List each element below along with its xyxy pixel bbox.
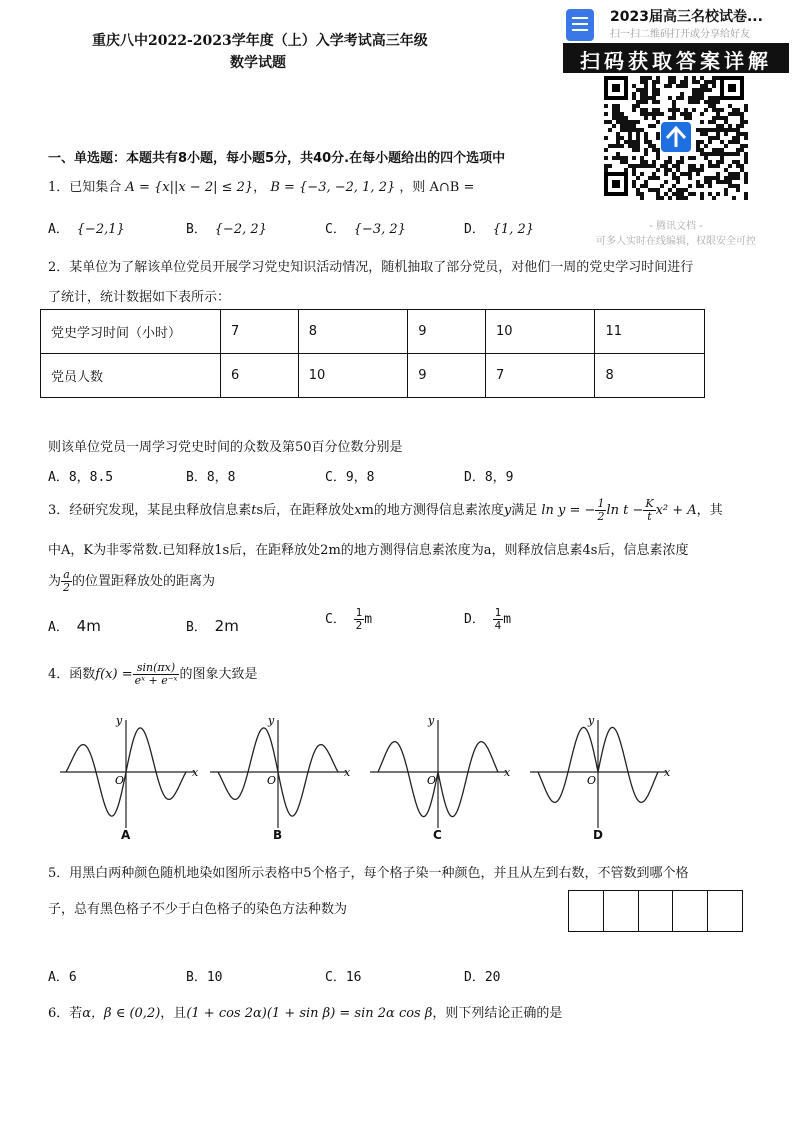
origin-label: O [587,774,597,787]
table-cell: 10 [486,310,595,354]
tencent-note: 可多人实时在线编辑，权限安全可控 [596,236,756,247]
q5-option-c[interactable]: C．16 [325,970,362,985]
section-heading: 一、单选题：本题共有8小题，每小题5分，共40分.在每小题给出的四个选项中 [48,151,506,166]
graph-label-d[interactable]: D [593,828,603,842]
exam-title: 重庆八中2022-2023学年度（上）入学考试高三年级 [92,33,428,49]
q5-option-d[interactable]: D．20 [464,970,501,985]
graph-label-a[interactable]: A [121,828,131,842]
q6-stem: 6．若α，β ∈ (0,2)，且(1 + cos 2α)(1 + sin β) = sin 2α cos β，则下列结论正确的是 [48,1006,563,1021]
q2-option-a[interactable]: A．8，8.5 [48,470,114,485]
tencent-label: - 腾讯文档 - [649,221,703,232]
table-cell: 7 [486,354,595,398]
table-cell: 11 [595,310,705,354]
graph-label-b[interactable]: B [273,828,283,842]
q3-option-c[interactable]: C． $\frac{1}{2}$ m [325,606,373,632]
qr-panel-subtitle: 扫一扫二维码打开或分享给好友 [610,29,750,40]
q3-option-b[interactable]: B． 2m [186,617,239,635]
q4-graphs [60,710,750,850]
table-cell: 6 [221,354,299,398]
exam-subtitle: 数学试题 [230,55,286,71]
grid-cell [673,891,708,931]
q5-line1: 5．用黑白两种颜色随机地染如图所示表格中5个格子，每个格子染一种颜色，并且从左到右数，不管数到哪个格 [48,866,689,881]
origin-label: O [267,774,277,787]
table-row [41,310,705,354]
q2-option-b[interactable]: B．8，8 [186,470,236,485]
q1-option-b[interactable]: B． {−2, 2} [186,222,267,237]
q2-question: 则该单位党员一周学习党史时间的众数及第50百分位数分别是 [48,440,403,455]
table-row [41,354,705,398]
grid-cell [708,891,742,931]
graph-label-c[interactable]: C [433,828,442,842]
q4-stem: 4．函数f(x) = $\frac{\sin(\pi x)}{\text{eˣ + e⁻ˣ}}$ 的图象大致是 [48,661,258,687]
y-axis-label: y [428,714,435,727]
y-axis-label: y [116,714,123,727]
grid-cell [569,891,604,931]
q3-option-d[interactable]: D． $\frac{1}{4}$ m [464,606,512,632]
x-axis-label: x [192,766,199,779]
q5-option-b[interactable]: B．10 [186,970,223,985]
y-axis-label: y [268,714,275,727]
q1-option-a[interactable]: A． {−2,1} [48,222,125,237]
table-cell: 8 [595,354,705,398]
table-cell: 9 [408,354,486,398]
y-axis-label: y [588,714,595,727]
q1-set-a: A = {x||x − 2| ≤ 2} [125,180,254,195]
x-axis-label: x [504,766,511,779]
table-cell: 党史学习时间（小时） [41,310,221,354]
q2-option-c[interactable]: C．9，8 [325,470,375,485]
table-cell: 8 [298,310,407,354]
q1-option-c[interactable]: C． {−3, 2} [325,222,406,237]
x-axis-label: x [664,766,671,779]
q2-line2: 了统计，统计数据如下表所示： [48,290,231,305]
origin-label: O [427,774,437,787]
q5-option-a[interactable]: A．6 [48,970,77,985]
grid-cell [639,891,674,931]
answer-banner: 扫码获取答案详解 [563,43,789,73]
table-cell: 7 [221,310,299,354]
q5-line2: 子，总有黑色格子不少于白色格子的染色方法种数为 [48,902,348,917]
q2-table [40,309,705,398]
q3-option-a[interactable]: A． 4m [48,617,101,635]
origin-label: O [115,774,125,787]
q1-set-b: B = {−3, −2, 1, 2} [270,180,396,195]
tencent-doc-icon [566,9,594,41]
q5-grid [568,890,743,932]
grid-cell [604,891,639,931]
table-cell: 10 [298,354,407,398]
q3-line2: 中A，K为非零常数.已知释放1s后，在距释放处2m的地方测得信息素浓度为a，则释放信息素4s后，信息素浓度 [48,543,689,558]
q1-option-d[interactable]: D． {1, 2} [464,222,535,237]
qr-code-image[interactable] [603,76,749,200]
qr-panel-title: 2023届高三名校试卷... [610,9,763,25]
x-axis-label: x [344,766,351,779]
q2-option-d[interactable]: D．8，9 [464,470,514,485]
q2-line1: 2．某单位为了解该单位党员开展学习党史知识活动情况，随机抽取了部分党员，对他们一周的党史学习时间进行 [48,260,694,275]
q3-formula: ln y = − $\frac{1}{2}$ ln t − $\frac{K}{t}$ x² + A [541,497,697,523]
table-cell: 9 [408,310,486,354]
q1-stem: 1．已知集合 A = {x||x − 2| ≤ 2}， B = {−3, −2, 1, 2} ，则 A∩B = [48,180,475,195]
q3-line1: 3．经研究发现，某昆虫释放信息素ts后，在距释放处xm的地方测得信息素浓度y满足 ln y = − $\frac{1}{2}$ ln t − $\frac{K}{t}$ x² + A，其 [48,497,723,523]
q3-line3: 为 $\frac{a}{2}$ 的位置距释放处的距离为 [48,568,216,594]
table-cell: 党员人数 [41,354,221,398]
